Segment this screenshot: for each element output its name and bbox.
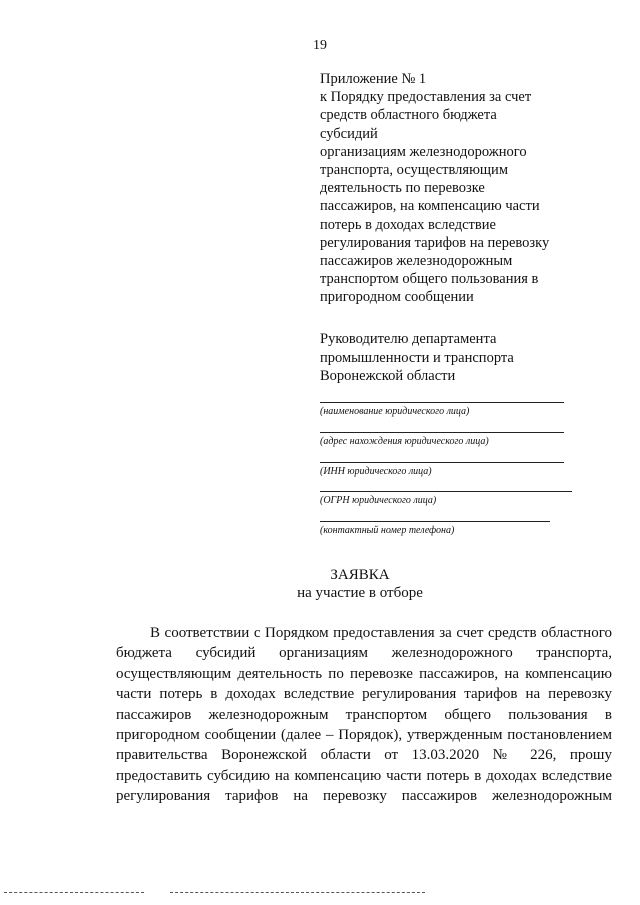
document-subtitle: на участие в отборе xyxy=(297,585,423,601)
addressee-block xyxy=(320,330,580,386)
footer-divider xyxy=(170,892,425,893)
addressee-line: Руководителю департамента xyxy=(320,331,497,347)
field-ogrn[interactable] xyxy=(320,491,572,511)
field-organization-address[interactable] xyxy=(320,432,564,452)
appendix-line: субсидий xyxy=(320,125,378,142)
field-organization-name[interactable] xyxy=(320,402,564,422)
field-caption: (наименование юридического лица) xyxy=(320,406,470,417)
field-caption: (ОГРН юридического лица) xyxy=(320,495,437,506)
field-line xyxy=(320,462,564,463)
body-line: пассажиров железнодорожным транспортом общего пользования в xyxy=(116,706,612,723)
appendix-line: пассажиров железнодорожным xyxy=(320,253,513,270)
field-caption: (адрес нахождения юридического лица) xyxy=(320,436,489,447)
body-line: части потерь в доходах вследствие регулирования тарифов на перевозку xyxy=(116,686,612,703)
page-number: 19 xyxy=(313,38,327,53)
body-line: пригородном сообщении (далее – Порядок), утвержденным постановлением xyxy=(116,727,612,744)
appendix-line: Приложение № 1 xyxy=(320,71,427,87)
appendix-line: потерь в доходах вследствие xyxy=(320,216,496,233)
addressee-line: Воронежской области xyxy=(320,368,456,384)
body-line: правительства Воронежской области от 13.03.2020 № 226, прошу xyxy=(116,747,612,764)
appendix-line: транспортом общего пользования в xyxy=(320,271,539,288)
field-line xyxy=(320,521,550,522)
footer-divider xyxy=(4,892,144,893)
appendix-line: пассажиров, на компенсацию части xyxy=(320,198,540,215)
body-line: предоставить субсидию на компенсацию части потерь в доходах вследствие xyxy=(116,767,612,784)
field-caption: (контактный номер телефона) xyxy=(320,525,455,536)
field-line xyxy=(320,402,564,403)
field-phone[interactable] xyxy=(320,521,550,541)
body-line: бюджета субсидий организациям железнодорожного транспорта, xyxy=(116,645,612,662)
appendix-line: деятельность по перевозке xyxy=(320,180,485,197)
body-line: осуществляющим деятельность по перевозке пассажиров, на компенсацию xyxy=(116,665,612,682)
body-line: В соответствии с Порядком предоставления за счет средств областного xyxy=(150,625,612,641)
appendix-line: к Порядку предоставления за счет xyxy=(320,89,532,106)
field-line xyxy=(320,491,572,492)
document-title: ЗАЯВКА xyxy=(330,567,390,583)
field-inn[interactable] xyxy=(320,462,564,482)
appendix-line: средств областного бюджета xyxy=(320,107,497,124)
field-caption: (ИНН юридического лица) xyxy=(320,466,432,477)
appendix-line: организациям железнодорожного xyxy=(320,143,527,160)
field-line xyxy=(320,432,564,433)
appendix-header xyxy=(320,70,580,307)
appendix-line: транспорта, осуществляющим xyxy=(320,162,508,179)
document-title-block xyxy=(0,566,640,602)
addressee-line: промышленности и транспорта xyxy=(320,349,514,366)
body-line: регулирования тарифов на перевозку пассажиров железнодорожным xyxy=(116,788,612,805)
appendix-line: пригородном сообщении xyxy=(320,289,474,306)
appendix-line: регулирования тарифов на перевозку xyxy=(320,234,550,251)
body-paragraph xyxy=(116,623,612,807)
